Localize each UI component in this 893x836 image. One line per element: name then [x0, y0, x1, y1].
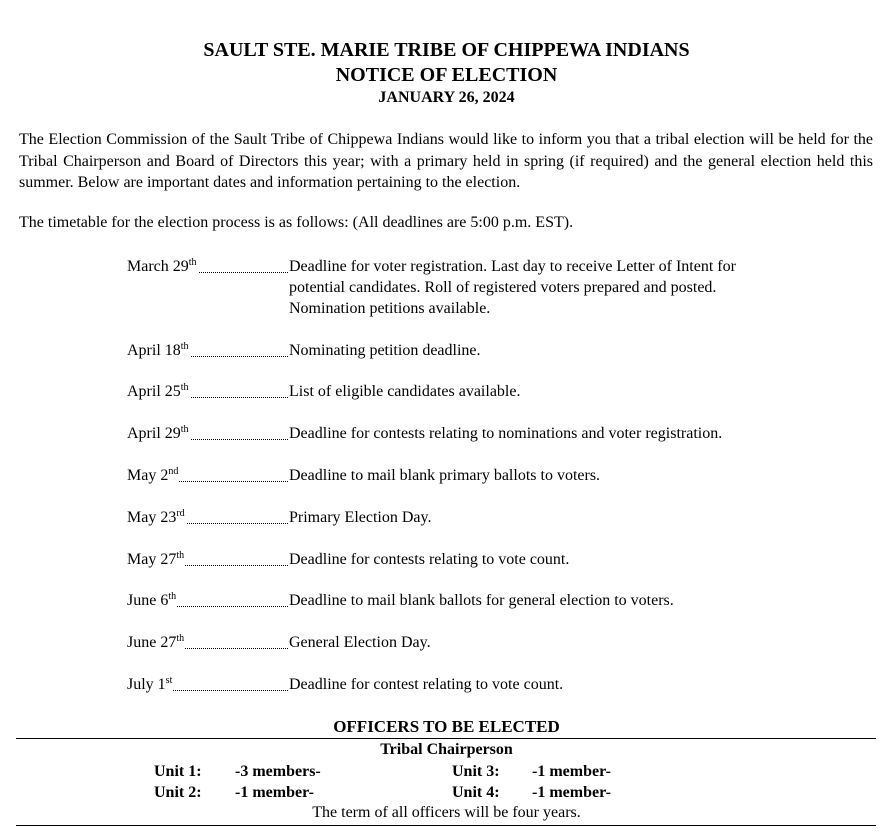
timetable-date: June 6th — [127, 590, 289, 611]
notice-title: NOTICE OF ELECTION — [335, 64, 558, 86]
timetable-description: Deadline for contests relating to nominations and voter registration. — [289, 425, 723, 442]
timetable-heading: The timetable for the election process is as follows: (All deadlines are 5:00 p.m. EST). — [19, 214, 574, 231]
timetable-description: Nominating petition deadline. — [289, 342, 481, 359]
timetable-date: May 27th — [127, 549, 289, 570]
timetable-description: Deadline for contests relating to vote count. — [289, 551, 570, 568]
unit-members: -1 member- — [532, 763, 611, 780]
unit-label: Unit 3: — [452, 763, 500, 780]
timetable-date: April 18th — [127, 340, 289, 361]
timetable-date: May 23rd — [127, 507, 289, 528]
chairperson-label: Tribal Chairperson — [380, 741, 513, 758]
timetable-date: April 29th — [127, 423, 289, 444]
timetable-date: May 2nd — [127, 465, 289, 486]
intro-paragraph: The Election Commission of the Sault Tribe of Chippewa Indians would like to inform you that a tribal election will be held for the Tribal Chairperson and Board of Directors this year; with a primary held in spring (if required) and the general election held this summer. Below are important dates and information pertaining to the election. — [19, 131, 873, 191]
timetable-date: April 25th — [127, 381, 289, 402]
timetable-description: Deadline for contest relating to vote count. — [289, 676, 564, 693]
timetable-description: Deadline for voter registration. Last day to receive Letter of Intent for potential candidates. Roll of registered voters prepared and posted. Nomination petitions available. — [289, 258, 736, 317]
timetable-date: March 29th — [127, 256, 289, 277]
timetable-date: June 27th — [127, 632, 289, 653]
unit-members: -1 member- — [532, 784, 611, 801]
unit-members: -3 members- — [235, 763, 321, 780]
timetable-description: Deadline to mail blank ballots for general election to voters. — [289, 592, 674, 609]
divider — [16, 825, 876, 826]
officers-title: OFFICERS TO BE ELECTED — [333, 717, 560, 736]
timetable-description: Primary Election Day. — [289, 509, 432, 526]
timetable-description: Deadline to mail blank primary ballots to voters. — [289, 467, 601, 484]
unit-members: -1 member- — [235, 784, 314, 801]
unit-label: Unit 1: — [154, 763, 202, 780]
tribe-name: SAULT STE. MARIE TRIBE OF CHIPPEWA INDIANS — [203, 39, 690, 61]
term-note: The term of all officers will be four years. — [312, 804, 581, 821]
timetable-description: List of eligible candidates available. — [289, 383, 521, 400]
unit-label: Unit 2: — [154, 784, 202, 801]
timetable-date: July 1st — [127, 674, 289, 695]
timetable-description: General Election Day. — [289, 634, 431, 651]
divider — [16, 738, 876, 739]
notice-date: JANUARY 26, 2024 — [378, 89, 515, 106]
unit-label: Unit 4: — [452, 784, 500, 801]
